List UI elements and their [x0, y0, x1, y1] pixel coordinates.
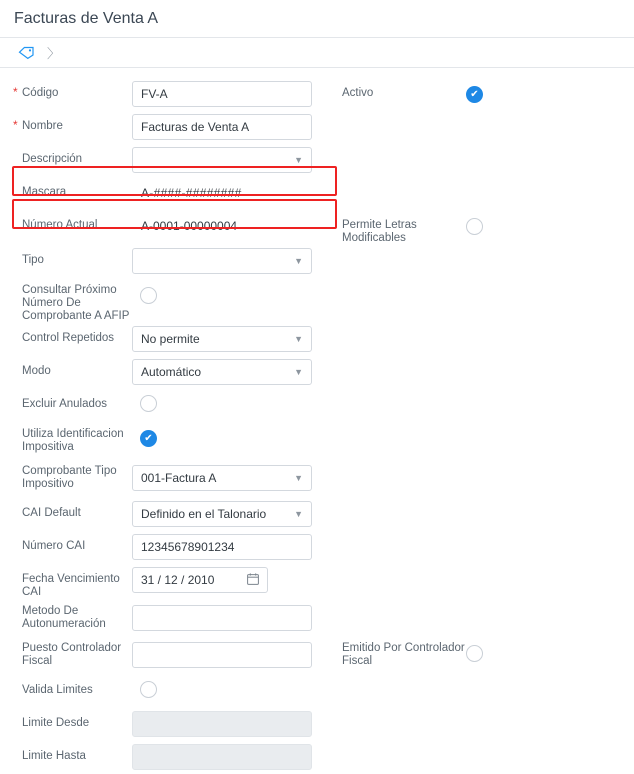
- label-valida-limites: Valida Limites: [22, 684, 93, 696]
- row-limite-hasta: [0, 741, 634, 774]
- toolbar: [0, 38, 634, 68]
- label-metodo-autonumeracion: Metodo De Autonumeración: [22, 605, 106, 630]
- field-nombre: [132, 111, 318, 140]
- chevron-down-icon: ▼: [294, 255, 303, 266]
- label-control-repetidos: Control Repetidos: [22, 332, 115, 344]
- label-numero-cai: Número CAI: [22, 540, 86, 552]
- row-tipo: [0, 245, 634, 278]
- limite-desde-input: [132, 711, 312, 737]
- utiliza-identificacion-checkbox[interactable]: ✔: [140, 430, 157, 447]
- field-metodo-autonumeracion: [132, 599, 318, 631]
- label-limite-desde: Limite Desde: [22, 717, 90, 729]
- row-comprobante-tipo: [0, 460, 634, 498]
- numero-actual-input[interactable]: [132, 213, 312, 239]
- activo-checkbox[interactable]: ✔: [466, 86, 483, 103]
- row-mascara: [0, 177, 634, 210]
- fecha-venc-cai-value: 31 / 12 / 2010: [141, 573, 215, 587]
- field-valida-limites: [132, 675, 318, 703]
- row-codigo: [0, 78, 634, 111]
- field-consultar-proximo: [132, 278, 318, 309]
- comprobante-tipo-select[interactable]: [132, 465, 312, 491]
- label-numero-actual: Número Actual: [22, 219, 98, 231]
- row-modo: [0, 356, 634, 389]
- descripcion-select[interactable]: [132, 147, 312, 173]
- row-fecha-venc-cai: [0, 564, 634, 599]
- control-repetidos-select[interactable]: [132, 326, 312, 352]
- field-numero-actual: [132, 210, 318, 239]
- label-modo: Modo: [22, 365, 51, 377]
- field-descripcion: [132, 144, 318, 173]
- field-mascara: [132, 177, 318, 206]
- label-consultar-proximo: Consultar Próximo Número De Comprobante A AFIP: [22, 284, 130, 322]
- label-cai-default: CAI Default: [22, 507, 81, 519]
- field-excluir-anulados: [132, 389, 318, 417]
- label-limite-hasta: Limite Hasta: [22, 750, 86, 762]
- label-puesto-controlador: Puesto Controlador Fiscal: [22, 642, 122, 667]
- consultar-proximo-checkbox[interactable]: [140, 287, 157, 304]
- row-numero-cai: [0, 531, 634, 564]
- row-excluir-anulados: [0, 389, 634, 422]
- row-nombre: [0, 111, 634, 144]
- row-limite-desde: [0, 708, 634, 741]
- chevron-down-icon: ▼: [294, 333, 303, 344]
- cai-default-value: Definido en el Talonario: [141, 507, 267, 521]
- label-permite-letras: Permite Letras Modificables: [342, 219, 417, 244]
- limite-hasta-input: [132, 744, 312, 770]
- chevron-down-icon: ▼: [294, 154, 303, 165]
- toolbar-separator: 〉: [47, 46, 61, 61]
- cai-default-select[interactable]: [132, 501, 312, 527]
- modo-value: Automático: [141, 365, 202, 379]
- label-excluir-anulados: Excluir Anulados: [22, 398, 108, 410]
- calendar-icon[interactable]: [247, 573, 259, 588]
- field-limite-hasta: [132, 741, 318, 770]
- field-modo: [132, 356, 318, 385]
- mascara-input[interactable]: [132, 180, 312, 206]
- label-nombre: * Nombre: [0, 111, 132, 133]
- metodo-autonumeracion-input[interactable]: [132, 605, 312, 631]
- numero-cai-input[interactable]: [132, 534, 312, 560]
- label-comprobante-tipo: Comprobante Tipo Impositivo: [22, 465, 117, 490]
- row-control-repetidos: [0, 323, 634, 356]
- label-activo: Activo: [342, 87, 374, 99]
- label-fecha-venc-cai: Fecha Vencimiento CAI: [22, 573, 120, 598]
- label-descripcion: Descripción: [22, 153, 83, 165]
- page-header: [0, 0, 634, 38]
- field-control-repetidos: [132, 323, 318, 352]
- label-emitido-controlador: Emitido Por Controlador Fiscal: [342, 642, 465, 667]
- row-utiliza-identificacion: [0, 422, 634, 460]
- field-cai-default: [132, 498, 318, 527]
- field-comprobante-tipo: [132, 460, 318, 491]
- field-numero-cai: [132, 531, 318, 560]
- tipo-select[interactable]: [132, 248, 312, 274]
- nombre-input[interactable]: [132, 114, 312, 140]
- row-metodo-autonumeracion: [0, 599, 634, 637]
- emitido-controlador-checkbox[interactable]: [466, 645, 483, 662]
- chevron-down-icon: ▼: [294, 508, 303, 519]
- field-fecha-venc-cai: [132, 564, 318, 593]
- tag-icon[interactable]: [18, 46, 35, 60]
- chevron-down-icon: ▼: [294, 366, 303, 377]
- chevron-down-icon: ▼: [294, 472, 303, 483]
- field-puesto-controlador: [132, 637, 318, 668]
- form-area: [0, 68, 634, 774]
- modo-select[interactable]: [132, 359, 312, 385]
- page-title: Facturas de Venta A: [14, 9, 159, 27]
- field-tipo: [132, 245, 318, 274]
- field-utiliza-identificacion: [132, 422, 318, 447]
- row-valida-limites: [0, 675, 634, 708]
- comprobante-tipo-value: 001-Factura A: [141, 471, 217, 485]
- label-mascara: Mascara: [22, 186, 67, 198]
- field-emitido-controlador: [466, 637, 483, 667]
- row-puesto-controlador: [0, 637, 634, 675]
- label-tipo: Tipo: [22, 254, 44, 266]
- row-descripcion: [0, 144, 634, 177]
- codigo-input[interactable]: [132, 81, 312, 107]
- permite-letras-checkbox[interactable]: [466, 218, 483, 235]
- field-activo: [466, 78, 483, 103]
- field-permite-letras: [466, 210, 483, 240]
- puesto-controlador-input[interactable]: [132, 642, 312, 668]
- label-codigo: * Código: [0, 78, 132, 100]
- control-repetidos-value: No permite: [141, 332, 200, 346]
- row-numero-actual: [0, 210, 634, 245]
- row-consultar-proximo: [0, 278, 634, 323]
- field-limite-desde: [132, 708, 318, 737]
- valida-limites-checkbox[interactable]: [140, 681, 157, 698]
- fecha-venc-cai-input[interactable]: [132, 567, 268, 593]
- excluir-anulados-checkbox[interactable]: [140, 395, 157, 412]
- label-utiliza-identificacion: Utiliza Identificacion Impositiva: [22, 428, 124, 453]
- field-codigo: [132, 78, 318, 107]
- row-cai-default: [0, 498, 634, 531]
